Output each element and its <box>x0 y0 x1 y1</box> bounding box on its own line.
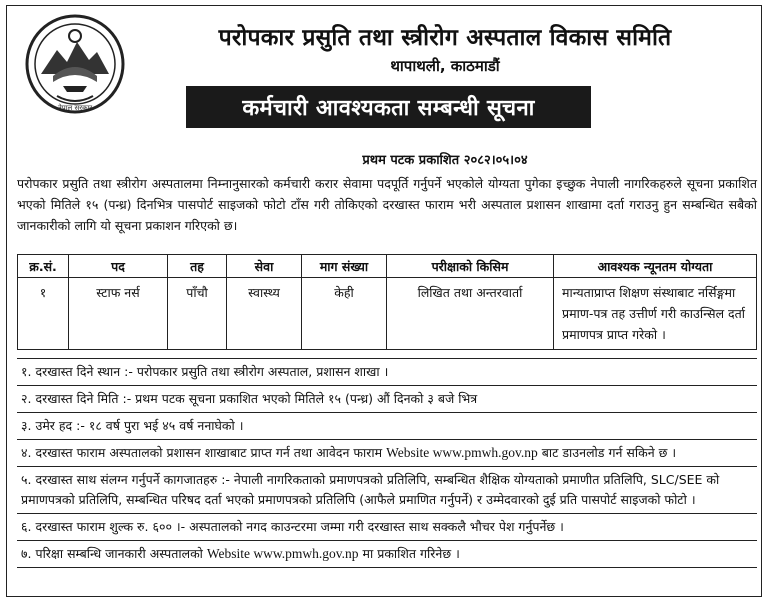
website-link[interactable]: Website www.pmwh.gov.np <box>206 546 359 561</box>
note-item <box>17 413 757 440</box>
note-text: दरखास्त साथ संलग्न गर्नुपर्ने कागजातहरु :- नेपाली नागरिकताको प्रमाणपत्रको प्रतिलिपि, सम्बन्धित शैक्षिक योग्यताको प्रमाणीत प्रतिलिपि, SLC/SEE को प्रमाणपत्रको प्रतिलिपि, सम्बन्धित परिषद दर्ता भएको प्रमाणपत्रको प्रतिलिपि (आफैले प्रमाणित गर्नुपर्ने) र उम्मेदवारको दुई प्रति पासपोर्ट साइजको फोटो । <box>21 472 720 507</box>
note-text: उमेर हद :- १८ वर्ष पुरा भई ४५ वर्ष ननाघेको । <box>35 418 244 433</box>
vacancy-table <box>17 254 757 350</box>
note-number: १. <box>21 364 32 379</box>
notes-list <box>17 358 757 568</box>
col-sn: क्र.सं. <box>18 255 69 278</box>
note-text: मा प्रकाशित गरिनेछ । <box>362 546 460 561</box>
note-item <box>17 358 757 386</box>
note-item <box>17 541 757 568</box>
note-item <box>17 386 757 413</box>
note-number: ५. <box>21 472 32 487</box>
intro-paragraph: परोपकार प्रसुति तथा स्त्रीरोग अस्पतालमा निम्नानुसारको कर्मचारी करार सेवामा पदपूर्ति गर्नुपर्ने भएकोले योग्यता पुगेका इच्छुक नेपाली नागरिकहरुले सूचना प्रकाशित भएको मितिले १५ (पन्ध्र) दिनभित्र पासपोर्ट साइजको फोटो टाँस गरी तोकिएको दरखास्त फाराम भरी अस्पताल प्रशासन शाखामा दर्ता गराउनु हुन सम्बन्धित सबैको जानकारीको लागि यो सूचना प्रकाशन गरिएको छ। <box>17 176 757 233</box>
note-number: ७. <box>21 546 32 561</box>
website-link[interactable]: Website www.pmwh.gov.np <box>386 445 538 460</box>
note-number: ४. <box>21 445 32 460</box>
col-exam: परीक्षाको किसिम <box>387 255 554 278</box>
col-qualification: आवश्यक न्यूनतम योग्यता <box>554 255 757 278</box>
note-text: दरखास्त दिने मिति :- प्रथम पटक सूचना प्रकाशित भएको मितिले १५ (पन्ध्र) औं दिनको ३ बजे भित्र <box>35 391 478 406</box>
publication-date: प्रथम पटक प्रकाशित २०८२।०५।०४ <box>362 153 528 168</box>
cell-level: पाँचौ <box>168 278 227 350</box>
cell-post: स्टाफ नर्स <box>69 278 168 350</box>
col-post: पद <box>69 255 168 278</box>
table-header-row <box>18 255 757 278</box>
note-text: परिक्षा सम्बन्धि जानकारी अस्पतालको <box>35 546 203 561</box>
emblem-caption: नेपाल सरकार <box>57 104 93 112</box>
note-text: दरखास्त फाराम अस्पतालको प्रशासन शाखाबाट प्राप्त गर्न तथा आवेदन फाराम <box>35 445 383 460</box>
note-number: ६. <box>21 519 32 534</box>
cell-sn: १ <box>18 278 69 350</box>
notice-title: कर्मचारी आवश्यकता सम्बन्धी सूचना <box>186 86 591 128</box>
cell-service: स्वास्थ्य <box>227 278 302 350</box>
note-text: बाट डाउनलोड गर्न सकिने छ । <box>541 445 677 460</box>
nepal-government-emblem-icon <box>23 12 127 116</box>
notice-page <box>6 5 762 597</box>
cell-qualification: मान्यताप्राप्त शिक्षण संस्थाबाट नर्सिङ्गमा प्रमाण-पत्र तह उत्तीर्ण गरी काउन्सिल दर्ता प्रमाणपत्र प्राप्त गरेको । <box>554 278 757 350</box>
note-number: २. <box>21 391 32 406</box>
note-number: ३. <box>21 418 32 433</box>
col-service: सेवा <box>227 255 302 278</box>
org-name: परोपकार प्रसुति तथा स्त्रीरोग अस्पताल विकास समिति <box>218 25 672 51</box>
note-item <box>17 514 757 541</box>
note-text: दरखास्त फाराम शुल्क रु. ६०० ।- अस्पतालको नगद काउन्टरमा जम्मा गरी दरखास्त साथ सक्कलै भौचर पेश गर्नुपर्नेछ । <box>35 519 564 534</box>
col-demand: माग संख्या <box>302 255 387 278</box>
note-text: दरखास्त दिने स्थान :- परोपकार प्रसुति तथा स्त्रीरोग अस्पताल, प्रशासन शाखा । <box>35 364 389 379</box>
cell-demand: केही <box>302 278 387 350</box>
org-address: थापाथली, काठमाडौं <box>390 57 500 75</box>
note-item <box>17 440 757 467</box>
note-item <box>17 467 757 514</box>
col-level: तह <box>168 255 227 278</box>
cell-exam: लिखित तथा अन्तरवार्ता <box>387 278 554 350</box>
table-row <box>18 278 757 350</box>
